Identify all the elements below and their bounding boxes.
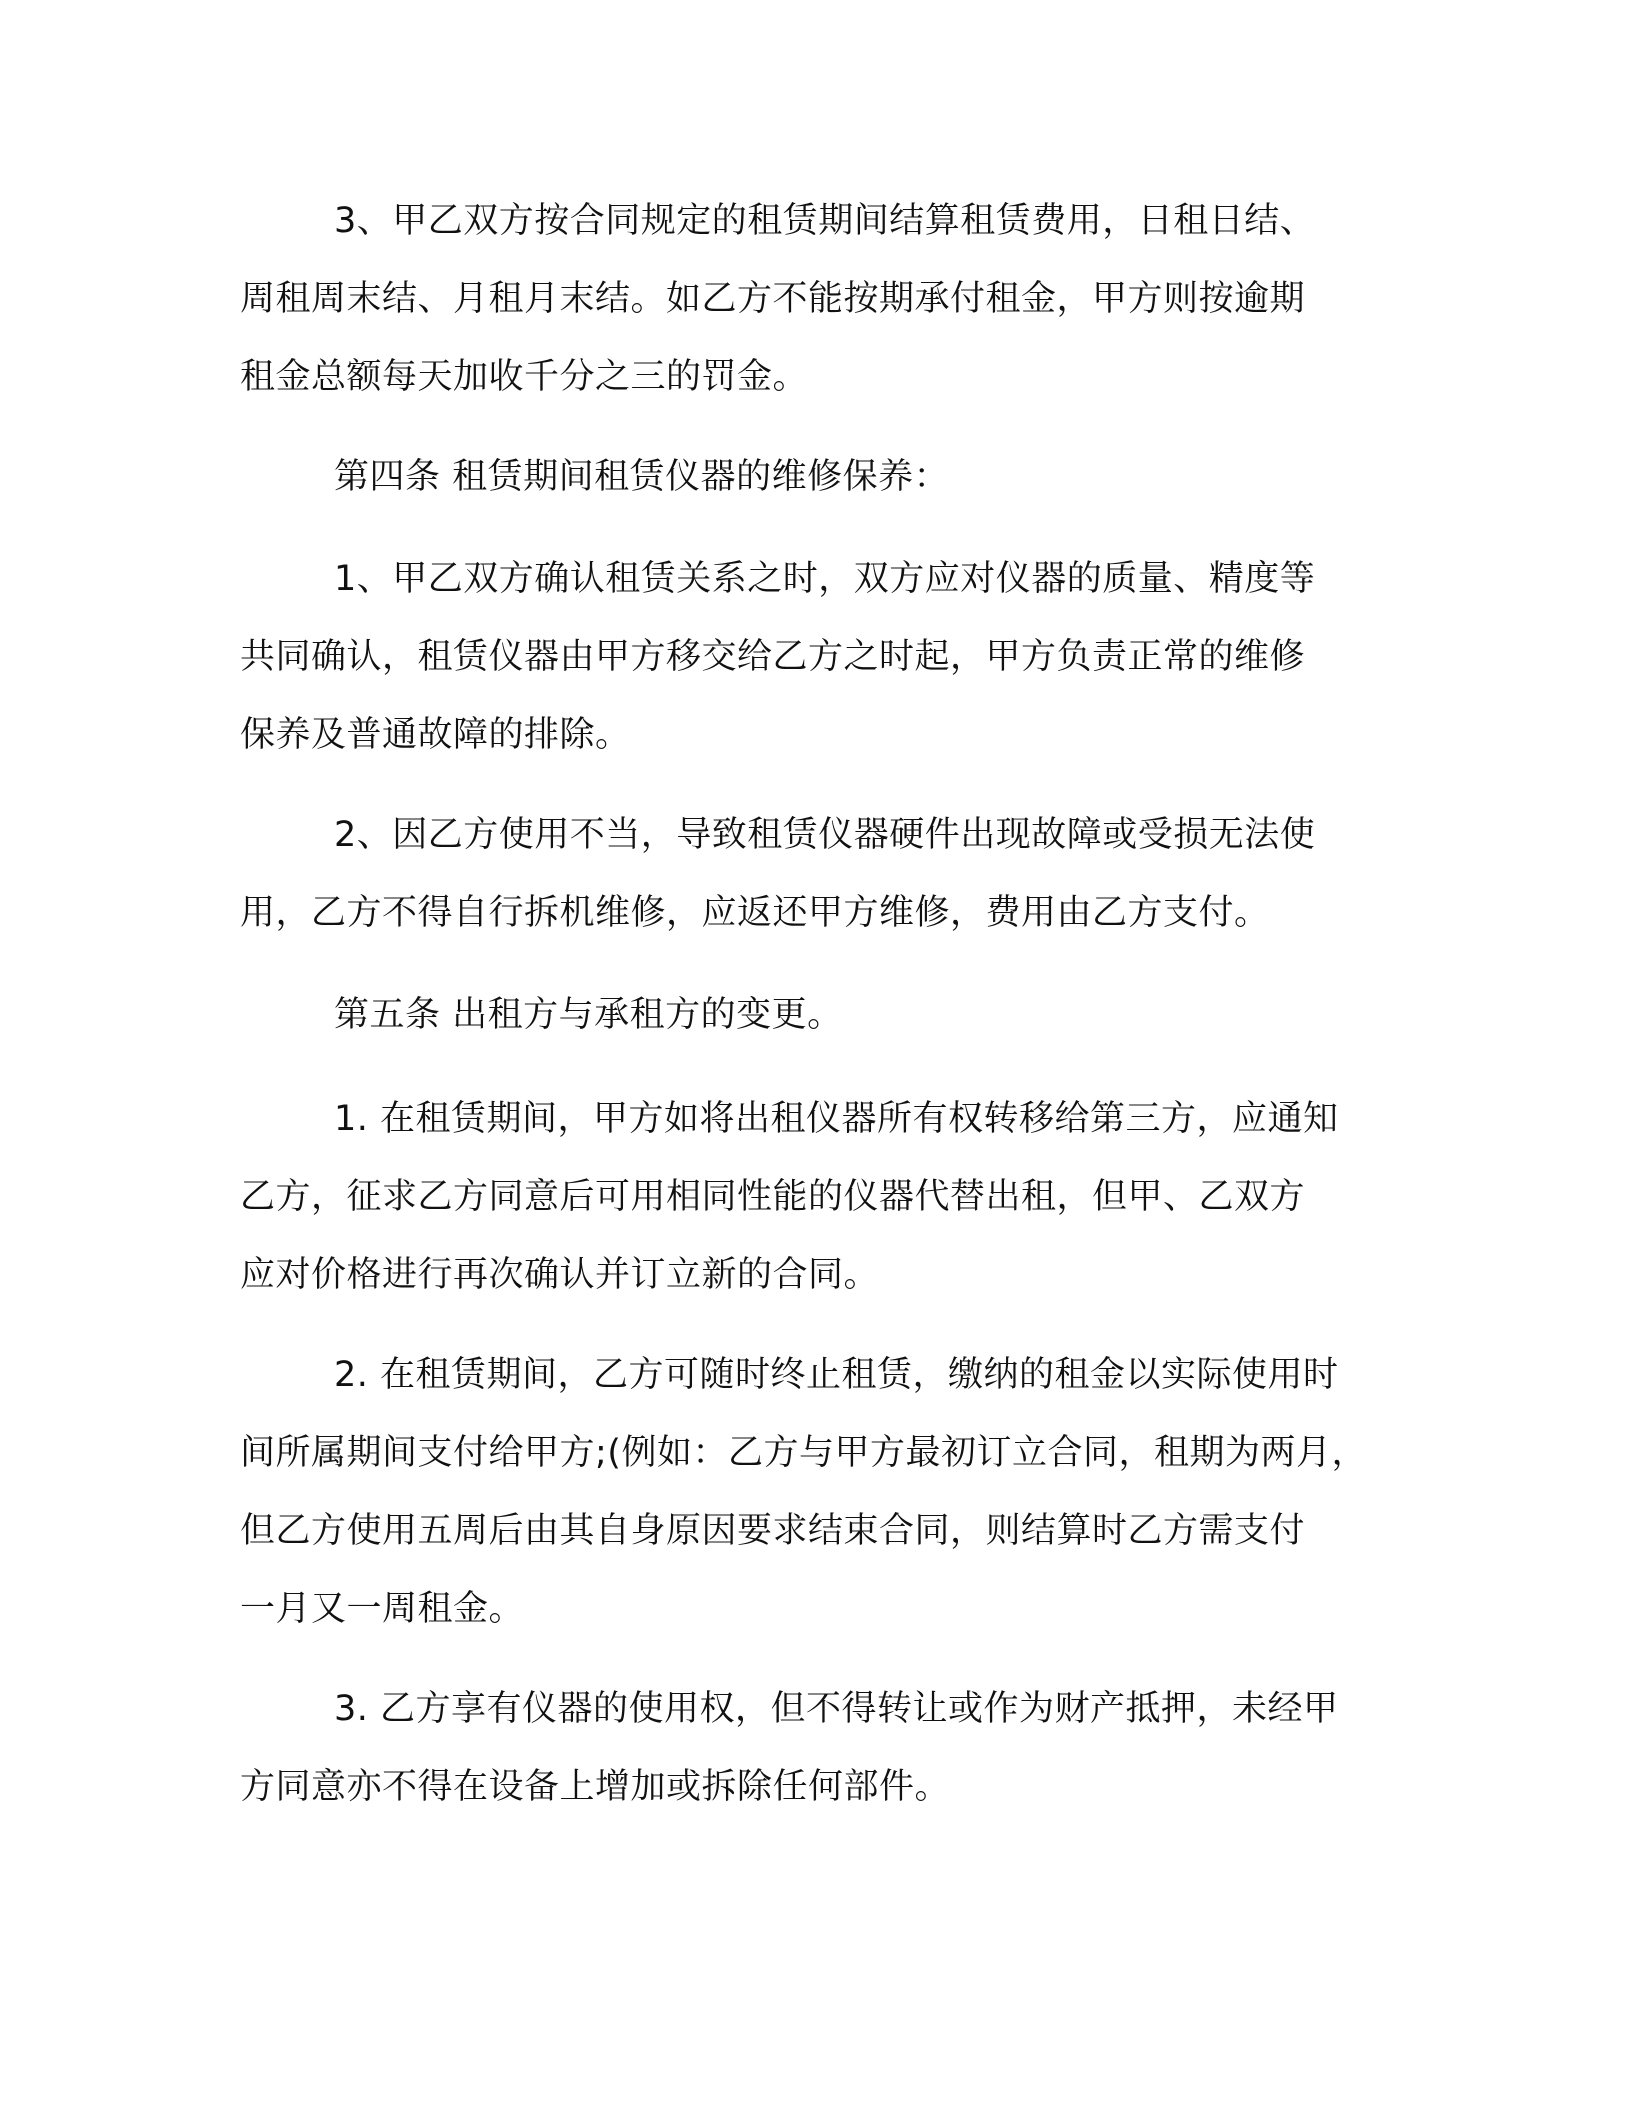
clause-paragraph-rent-settlement <box>240 182 1420 416</box>
paragraph-line: 用，乙方不得自行拆机维修，应返还甲方维修，费用由乙方支付。 <box>240 893 1270 933</box>
paragraph-line: 1. 在租赁期间，甲方如将出租仪器所有权转移给第三方，应通知 <box>334 1099 1339 1139</box>
clause-paragraph-ownership-transfer <box>240 1080 1420 1314</box>
paragraph-line: 保养及普通故障的排除。 <box>240 715 631 755</box>
paragraph-line: 乙方，征求乙方同意后可用相同性能的仪器代替出租，但甲、乙双方 <box>240 1177 1306 1217</box>
paragraph-line: 3. 乙方享有仪器的使用权，但不得转让或作为财产抵押，未经甲 <box>334 1689 1339 1729</box>
clause-paragraph-quality-confirmation <box>240 540 1420 774</box>
clause-paragraph-early-termination <box>240 1336 1420 1648</box>
paragraph-line: 2. 在租赁期间，乙方可随时终止租赁，缴纳的租金以实际使用时 <box>334 1355 1339 1395</box>
article-heading-five <box>240 976 1420 1054</box>
paragraph-line: 方同意亦不得在设备上增加或拆除任何部件。 <box>240 1767 951 1807</box>
paragraph-line: 应对价格进行再次确认并订立新的合同。 <box>240 1255 880 1295</box>
clause-paragraph-improper-use <box>240 796 1420 952</box>
paragraph-line: 3、甲乙双方按合同规定的租赁期间结算租赁费用，日租日结、 <box>334 201 1316 241</box>
paragraph-line: 共同确认，租赁仪器由甲方移交给乙方之时起，甲方负责正常的维修 <box>240 637 1306 677</box>
paragraph-line: 2、因乙方使用不当，导致租赁仪器硬件出现故障或受损无法使 <box>334 815 1316 855</box>
paragraph-line: 租金总额每天加收千分之三的罚金。 <box>240 357 809 397</box>
paragraph-line: 周租周末结、月租月末结。如乙方不能按期承付租金，甲方则按逾期 <box>240 279 1306 319</box>
article-heading-four <box>240 438 1420 516</box>
heading-line: 第五条 出租方与承租方的变更。 <box>334 995 843 1035</box>
clause-paragraph-usage-rights <box>240 1670 1420 1826</box>
heading-line: 第四条 租赁期间租赁仪器的维修保养： <box>334 457 950 497</box>
paragraph-line: 但乙方使用五周后由其自身原因要求结束合同，则结算时乙方需支付 <box>240 1511 1306 1551</box>
paragraph-line: 1、甲乙双方确认租赁关系之时，双方应对仪器的质量、精度等 <box>334 559 1316 599</box>
paragraph-line: 间所属期间支付给甲方;(例如：乙方与甲方最初订立合同，租期为两月， <box>240 1433 1367 1473</box>
paragraph-line: 一月又一周租金。 <box>240 1589 525 1629</box>
